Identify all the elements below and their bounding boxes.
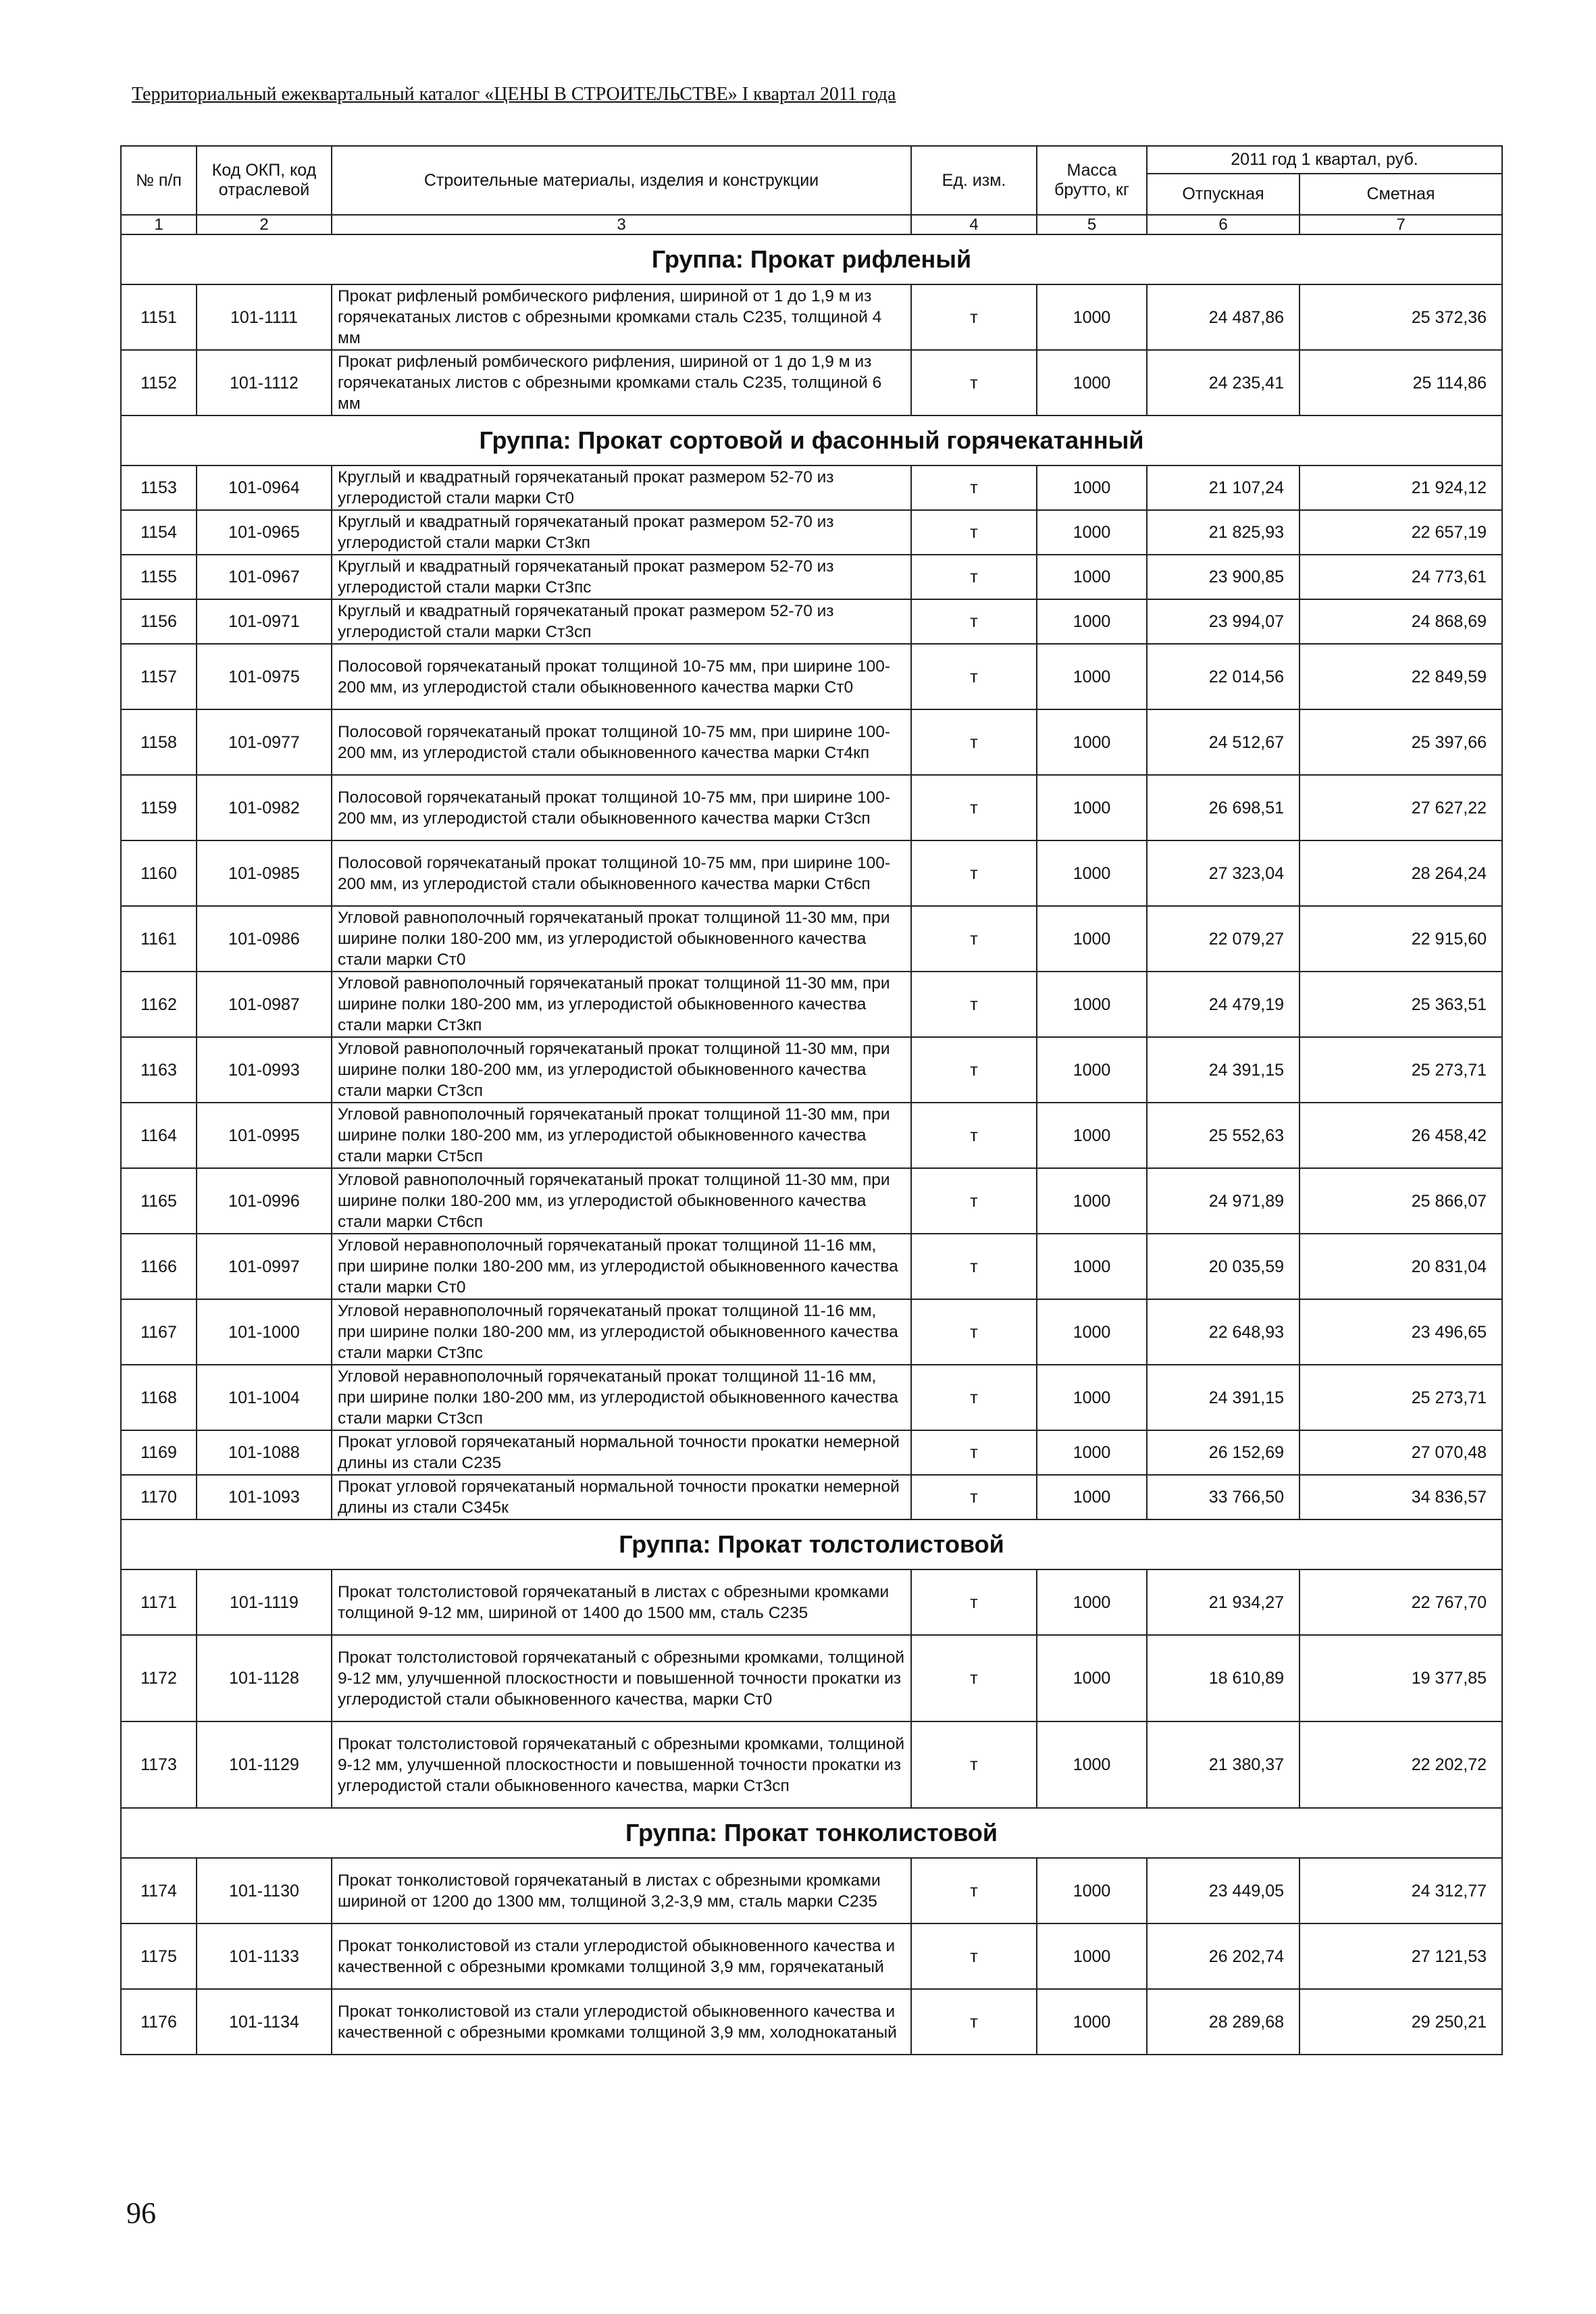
row-number-cell: 1159: [121, 775, 197, 840]
row-mass-cell: 1000: [1037, 555, 1147, 599]
row-description-cell: Угловой неравнополочный горячекатаный прокат толщиной 11-16 мм, при ширине полки 180-200 мм, из углеродистой обыкновенного качества стали марки Ст0: [332, 1234, 911, 1299]
row-number-cell: 1166: [121, 1234, 197, 1299]
row-price-est-cell: 26 458,42: [1299, 1103, 1502, 1168]
row-code-cell: 101-0965: [197, 510, 332, 555]
row-unit-cell: т: [911, 1430, 1037, 1475]
row-mass-cell: 1000: [1037, 350, 1147, 416]
row-description-cell: Круглый и квадратный горячекатаный прокат размером 52-70 из углеродистой стали марки Ст3пс: [332, 555, 911, 599]
row-description-cell: Прокат толстолистовой горячекатаный в листах с обрезными кромками толщиной 9-12 мм, шириной от 1400 до 1500 мм, сталь С235: [332, 1569, 911, 1635]
page-number: 96: [126, 2196, 156, 2230]
row-description-cell: Круглый и квадратный горячекатаный прокат размером 52-70 из углеродистой стали марки Ст3кп: [332, 510, 911, 555]
row-unit-cell: т: [911, 1989, 1037, 2055]
row-price-sale-cell: 20 035,59: [1147, 1234, 1299, 1299]
row-unit-cell: т: [911, 1858, 1037, 1923]
row-mass-cell: 1000: [1037, 466, 1147, 510]
row-price-sale-cell: 24 479,19: [1147, 972, 1299, 1037]
col-number: 6: [1147, 215, 1299, 234]
row-price-sale-cell: 24 235,41: [1147, 350, 1299, 416]
row-price-est-cell: 20 831,04: [1299, 1234, 1502, 1299]
row-price-est-cell: 23 496,65: [1299, 1299, 1502, 1365]
row-number-cell: 1152: [121, 350, 197, 416]
row-code-cell: 101-0982: [197, 775, 332, 840]
row-unit-cell: т: [911, 775, 1037, 840]
table-row: [121, 510, 1502, 555]
row-code-cell: 101-0967: [197, 555, 332, 599]
row-price-est-cell: 22 202,72: [1299, 1721, 1502, 1808]
row-unit-cell: т: [911, 709, 1037, 775]
row-mass-cell: 1000: [1037, 510, 1147, 555]
row-price-est-cell: 25 866,07: [1299, 1168, 1502, 1234]
row-price-est-cell: 24 312,77: [1299, 1858, 1502, 1923]
row-description-cell: Прокат тонколистовой из стали углеродистой обыкновенного качества и качественной с обрезными кромками толщиной 3,9 мм, горячекатаный: [332, 1923, 911, 1989]
row-unit-cell: т: [911, 1103, 1037, 1168]
row-price-est-cell: 29 250,21: [1299, 1989, 1502, 2055]
table-row: [121, 1168, 1502, 1234]
catalog-header: Территориальный ежеквартальный каталог «ЦЕНЫ В СТРОИТЕЛЬСТВЕ» I квартал 2011 года: [132, 84, 896, 105]
row-code-cell: 101-1000: [197, 1299, 332, 1365]
table-row: [121, 599, 1502, 644]
col-number: 5: [1037, 215, 1147, 234]
col-header-mass: Масса брутто, кг: [1037, 146, 1147, 215]
row-price-sale-cell: 23 449,05: [1147, 1858, 1299, 1923]
row-price-sale-cell: 24 391,15: [1147, 1037, 1299, 1103]
row-code-cell: 101-1112: [197, 350, 332, 416]
group-header-row: [121, 1519, 1502, 1569]
group-title: Группа: Прокат сортовой и фасонный горячекатанный: [121, 416, 1502, 466]
row-unit-cell: т: [911, 840, 1037, 906]
row-description-cell: Прокат рифленый ромбического рифления, шириной от 1 до 1,9 м из горячекатаных листов с обрезными кромками сталь С235, толщиной 4 мм: [332, 284, 911, 350]
row-unit-cell: т: [911, 555, 1037, 599]
row-unit-cell: т: [911, 1365, 1037, 1430]
table-row: [121, 555, 1502, 599]
table-row: [121, 1475, 1502, 1519]
row-price-sale-cell: 21 380,37: [1147, 1721, 1299, 1808]
table-row: [121, 972, 1502, 1037]
table-row: [121, 1569, 1502, 1635]
row-mass-cell: 1000: [1037, 284, 1147, 350]
row-price-sale-cell: 21 825,93: [1147, 510, 1299, 555]
row-price-sale-cell: 22 648,93: [1147, 1299, 1299, 1365]
row-description-cell: Прокат угловой горячекатаный нормальной точности прокатки немерной длины из стали С345к: [332, 1475, 911, 1519]
col-number: 4: [911, 215, 1037, 234]
row-price-est-cell: 25 363,51: [1299, 972, 1502, 1037]
row-price-sale-cell: 26 698,51: [1147, 775, 1299, 840]
col-number: 7: [1299, 215, 1502, 234]
table-row: [121, 284, 1502, 350]
row-description-cell: Прокат толстолистовой горячекатаный с обрезными кромками, толщиной 9-12 мм, улучшенной плоскостности и повышенной точности прокатки из углеродистой стали обыкновенного качества, марки Ст3сп: [332, 1721, 911, 1808]
row-description-cell: Угловой неравнополочный горячекатаный прокат толщиной 11-16 мм, при ширине полки 180-200 мм, из углеродистой обыкновенного качества стали марки Ст3сп: [332, 1365, 911, 1430]
row-price-sale-cell: 33 766,50: [1147, 1475, 1299, 1519]
row-description-cell: Прокат тонколистовой горячекатаный в листах с обрезными кромками шириной от 1200 до 1300 мм, толщиной 3,2-3,9 мм, сталь марки С235: [332, 1858, 911, 1923]
row-mass-cell: 1000: [1037, 775, 1147, 840]
row-number-cell: 1161: [121, 906, 197, 972]
row-price-est-cell: 22 767,70: [1299, 1569, 1502, 1635]
row-unit-cell: т: [911, 466, 1037, 510]
group-header-row: [121, 416, 1502, 466]
row-number-cell: 1164: [121, 1103, 197, 1168]
row-number-cell: 1163: [121, 1037, 197, 1103]
row-price-sale-cell: 24 971,89: [1147, 1168, 1299, 1234]
row-code-cell: 101-0985: [197, 840, 332, 906]
row-price-sale-cell: 22 079,27: [1147, 906, 1299, 972]
row-mass-cell: 1000: [1037, 1103, 1147, 1168]
price-table: [120, 145, 1503, 2055]
row-price-est-cell: 25 273,71: [1299, 1365, 1502, 1430]
row-mass-cell: 1000: [1037, 972, 1147, 1037]
table-row: [121, 1858, 1502, 1923]
col-header-price-sale: Отпускная: [1147, 174, 1299, 215]
table-row: [121, 1299, 1502, 1365]
row-number-cell: 1151: [121, 284, 197, 350]
row-price-sale-cell: 23 994,07: [1147, 599, 1299, 644]
row-mass-cell: 1000: [1037, 599, 1147, 644]
table-row: [121, 644, 1502, 709]
row-unit-cell: т: [911, 599, 1037, 644]
row-number-cell: 1176: [121, 1989, 197, 2055]
row-mass-cell: 1000: [1037, 1923, 1147, 1989]
group-header-row: [121, 1808, 1502, 1858]
row-code-cell: 101-0997: [197, 1234, 332, 1299]
row-description-cell: Угловой неравнополочный горячекатаный прокат толщиной 11-16 мм, при ширине полки 180-200 мм, из углеродистой обыкновенного качества стали марки Ст3пс: [332, 1299, 911, 1365]
row-price-est-cell: 21 924,12: [1299, 466, 1502, 510]
row-price-sale-cell: 24 512,67: [1147, 709, 1299, 775]
row-unit-cell: т: [911, 1923, 1037, 1989]
table-row: [121, 906, 1502, 972]
row-code-cell: 101-0971: [197, 599, 332, 644]
row-price-est-cell: 19 377,85: [1299, 1635, 1502, 1721]
row-price-est-cell: 25 372,36: [1299, 284, 1502, 350]
row-mass-cell: 1000: [1037, 1299, 1147, 1365]
row-price-est-cell: 24 868,69: [1299, 599, 1502, 644]
row-description-cell: Полосовой горячекатаный прокат толщиной 10-75 мм, при ширине 100-200 мм, из углеродистой стали обыкновенного качества марки Ст6сп: [332, 840, 911, 906]
column-number-row: [121, 215, 1502, 234]
group-title: Группа: Прокат тонколистовой: [121, 1808, 1502, 1858]
row-number-cell: 1160: [121, 840, 197, 906]
row-price-est-cell: 25 397,66: [1299, 709, 1502, 775]
col-header-code: Код ОКП, код отраслевой: [197, 146, 332, 215]
row-mass-cell: 1000: [1037, 1365, 1147, 1430]
row-mass-cell: 1000: [1037, 1989, 1147, 2055]
row-number-cell: 1167: [121, 1299, 197, 1365]
row-code-cell: 101-1134: [197, 1989, 332, 2055]
row-unit-cell: т: [911, 1721, 1037, 1808]
row-price-est-cell: 22 657,19: [1299, 510, 1502, 555]
row-number-cell: 1158: [121, 709, 197, 775]
row-mass-cell: 1000: [1037, 644, 1147, 709]
row-mass-cell: 1000: [1037, 1037, 1147, 1103]
row-mass-cell: 1000: [1037, 1635, 1147, 1721]
col-header-price-est: Сметная: [1299, 174, 1502, 215]
row-description-cell: Угловой равнополочный горячекатаный прокат толщиной 11-30 мм, при ширине полки 180-200 мм, из углеродистой обыкновенного качества стали марки Ст3сп: [332, 1037, 911, 1103]
table-row: [121, 1989, 1502, 2055]
row-description-cell: Угловой равнополочный горячекатаный прокат толщиной 11-30 мм, при ширине полки 180-200 мм, из углеродистой обыкновенного качества стали марки Ст6сп: [332, 1168, 911, 1234]
row-price-est-cell: 24 773,61: [1299, 555, 1502, 599]
row-description-cell: Прокат рифленый ромбического рифления, шириной от 1 до 1,9 м из горячекатаных листов с обрезными кромками сталь С235, толщиной 6 мм: [332, 350, 911, 416]
row-number-cell: 1169: [121, 1430, 197, 1475]
table-row: [121, 840, 1502, 906]
row-code-cell: 101-1119: [197, 1569, 332, 1635]
col-number: 1: [121, 215, 197, 234]
table-row: [121, 1103, 1502, 1168]
row-code-cell: 101-1128: [197, 1635, 332, 1721]
row-price-sale-cell: 26 152,69: [1147, 1430, 1299, 1475]
row-code-cell: 101-0986: [197, 906, 332, 972]
row-mass-cell: 1000: [1037, 1475, 1147, 1519]
row-code-cell: 101-0975: [197, 644, 332, 709]
row-code-cell: 101-0987: [197, 972, 332, 1037]
row-code-cell: 101-0964: [197, 466, 332, 510]
table-row: [121, 1365, 1502, 1430]
row-description-cell: Прокат толстолистовой горячекатаный с обрезными кромками, толщиной 9-12 мм, улучшенной плоскостности и повышенной точности прокатки из углеродистой стали обыкновенного качества, марки Ст0: [332, 1635, 911, 1721]
row-price-sale-cell: 24 391,15: [1147, 1365, 1299, 1430]
row-mass-cell: 1000: [1037, 1430, 1147, 1475]
row-number-cell: 1153: [121, 466, 197, 510]
col-header-name: Строительные материалы, изделия и конструкции: [332, 146, 911, 215]
row-description-cell: Полосовой горячекатаный прокат толщиной 10-75 мм, при ширине 100-200 мм, из углеродистой стали обыкновенного качества марки Ст3сп: [332, 775, 911, 840]
row-price-est-cell: 22 915,60: [1299, 906, 1502, 972]
row-number-cell: 1156: [121, 599, 197, 644]
row-mass-cell: 1000: [1037, 840, 1147, 906]
row-description-cell: Угловой равнополочный горячекатаный прокат толщиной 11-30 мм, при ширине полки 180-200 мм, из углеродистой обыкновенного качества стали марки Ст5сп: [332, 1103, 911, 1168]
row-number-cell: 1155: [121, 555, 197, 599]
row-number-cell: 1171: [121, 1569, 197, 1635]
row-price-sale-cell: 23 900,85: [1147, 555, 1299, 599]
row-unit-cell: т: [911, 644, 1037, 709]
row-unit-cell: т: [911, 1168, 1037, 1234]
row-unit-cell: т: [911, 1635, 1037, 1721]
row-description-cell: Угловой равнополочный горячекатаный прокат толщиной 11-30 мм, при ширине полки 180-200 мм, из углеродистой обыкновенного качества стали марки Ст3кп: [332, 972, 911, 1037]
row-code-cell: 101-1133: [197, 1923, 332, 1989]
row-mass-cell: 1000: [1037, 1721, 1147, 1808]
row-unit-cell: т: [911, 906, 1037, 972]
col-header-unit: Ед. изм.: [911, 146, 1037, 215]
row-price-sale-cell: 21 107,24: [1147, 466, 1299, 510]
row-price-sale-cell: 24 487,86: [1147, 284, 1299, 350]
row-mass-cell: 1000: [1037, 1168, 1147, 1234]
table-row: [121, 350, 1502, 416]
row-unit-cell: т: [911, 972, 1037, 1037]
row-description-cell: Круглый и квадратный горячекатаный прокат размером 52-70 из углеродистой стали марки Ст0: [332, 466, 911, 510]
row-number-cell: 1165: [121, 1168, 197, 1234]
row-price-est-cell: 22 849,59: [1299, 644, 1502, 709]
row-number-cell: 1162: [121, 972, 197, 1037]
row-price-est-cell: 34 836,57: [1299, 1475, 1502, 1519]
row-price-sale-cell: 22 014,56: [1147, 644, 1299, 709]
row-code-cell: 101-1088: [197, 1430, 332, 1475]
row-number-cell: 1154: [121, 510, 197, 555]
col-number: 3: [332, 215, 911, 234]
row-number-cell: 1170: [121, 1475, 197, 1519]
row-unit-cell: т: [911, 350, 1037, 416]
row-mass-cell: 1000: [1037, 1569, 1147, 1635]
row-price-est-cell: 27 121,53: [1299, 1923, 1502, 1989]
row-code-cell: 101-1004: [197, 1365, 332, 1430]
row-price-sale-cell: 21 934,27: [1147, 1569, 1299, 1635]
row-unit-cell: т: [911, 510, 1037, 555]
row-price-sale-cell: 26 202,74: [1147, 1923, 1299, 1989]
row-unit-cell: т: [911, 1475, 1037, 1519]
table-row: [121, 1037, 1502, 1103]
table-row: [121, 1234, 1502, 1299]
row-unit-cell: т: [911, 1037, 1037, 1103]
row-description-cell: Прокат тонколистовой из стали углеродистой обыкновенного качества и качественной с обрезными кромками толщиной 3,9 мм, холоднокатаный: [332, 1989, 911, 2055]
table-row: [121, 466, 1502, 510]
table-row: [121, 1635, 1502, 1721]
col-header-no: № п/п: [121, 146, 197, 215]
row-mass-cell: 1000: [1037, 1858, 1147, 1923]
row-price-est-cell: 28 264,24: [1299, 840, 1502, 906]
row-price-est-cell: 25 114,86: [1299, 350, 1502, 416]
row-mass-cell: 1000: [1037, 1234, 1147, 1299]
row-code-cell: 101-1129: [197, 1721, 332, 1808]
col-number: 2: [197, 215, 332, 234]
row-description-cell: Прокат угловой горячекатаный нормальной точности прокатки немерной длины из стали С235: [332, 1430, 911, 1475]
row-unit-cell: т: [911, 1569, 1037, 1635]
row-price-sale-cell: 25 552,63: [1147, 1103, 1299, 1168]
row-code-cell: 101-1130: [197, 1858, 332, 1923]
row-description-cell: Круглый и квадратный горячекатаный прокат размером 52-70 из углеродистой стали марки Ст3сп: [332, 599, 911, 644]
row-code-cell: 101-0995: [197, 1103, 332, 1168]
row-price-est-cell: 27 627,22: [1299, 775, 1502, 840]
row-price-sale-cell: 28 289,68: [1147, 1989, 1299, 2055]
row-mass-cell: 1000: [1037, 709, 1147, 775]
table-row: [121, 775, 1502, 840]
row-unit-cell: т: [911, 1299, 1037, 1365]
row-code-cell: 101-0977: [197, 709, 332, 775]
table-row: [121, 1721, 1502, 1808]
row-price-est-cell: 25 273,71: [1299, 1037, 1502, 1103]
row-number-cell: 1173: [121, 1721, 197, 1808]
row-unit-cell: т: [911, 1234, 1037, 1299]
group-title: Группа: Прокат рифленый: [121, 234, 1502, 284]
row-number-cell: 1157: [121, 644, 197, 709]
row-code-cell: 101-1093: [197, 1475, 332, 1519]
table-row: [121, 1923, 1502, 1989]
row-price-sale-cell: 27 323,04: [1147, 840, 1299, 906]
group-title: Группа: Прокат толстолистовой: [121, 1519, 1502, 1569]
table-header-row: [121, 146, 1502, 174]
col-header-period: 2011 год 1 квартал, руб.: [1147, 146, 1502, 174]
row-description-cell: Угловой равнополочный горячекатаный прокат толщиной 11-30 мм, при ширине полки 180-200 мм, из углеродистой обыкновенного качества стали марки Ст0: [332, 906, 911, 972]
row-price-sale-cell: 18 610,89: [1147, 1635, 1299, 1721]
row-number-cell: 1175: [121, 1923, 197, 1989]
row-mass-cell: 1000: [1037, 906, 1147, 972]
row-code-cell: 101-1111: [197, 284, 332, 350]
row-code-cell: 101-0993: [197, 1037, 332, 1103]
row-code-cell: 101-0996: [197, 1168, 332, 1234]
row-number-cell: 1174: [121, 1858, 197, 1923]
row-description-cell: Полосовой горячекатаный прокат толщиной 10-75 мм, при ширине 100-200 мм, из углеродистой стали обыкновенного качества марки Ст0: [332, 644, 911, 709]
row-unit-cell: т: [911, 284, 1037, 350]
table-row: [121, 1430, 1502, 1475]
price-table-body: [121, 146, 1502, 2055]
row-price-est-cell: 27 070,48: [1299, 1430, 1502, 1475]
row-number-cell: 1172: [121, 1635, 197, 1721]
row-number-cell: 1168: [121, 1365, 197, 1430]
table-row: [121, 709, 1502, 775]
group-header-row: [121, 234, 1502, 284]
row-description-cell: Полосовой горячекатаный прокат толщиной 10-75 мм, при ширине 100-200 мм, из углеродистой стали обыкновенного качества марки Ст4кп: [332, 709, 911, 775]
